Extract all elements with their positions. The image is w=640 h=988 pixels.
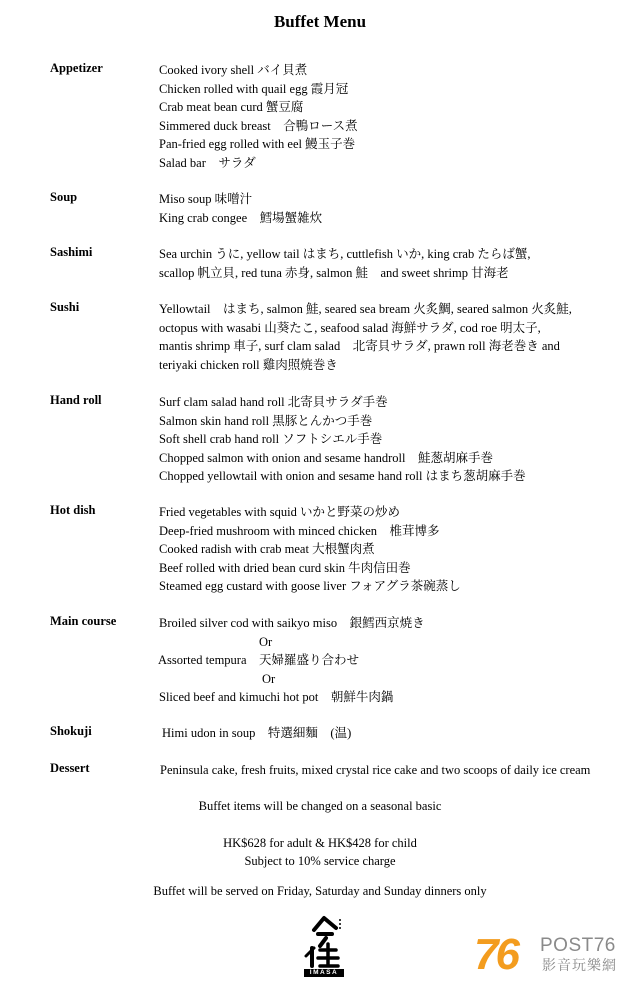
menu-item: Crab meat bean curd 蟹豆腐: [159, 100, 304, 114]
menu-item-or: Or: [259, 634, 273, 649]
post76-number: 76: [474, 930, 517, 979]
menu-item: Steamed egg custard with goose liver フォアグラ茶碗蒸し: [159, 579, 461, 593]
menu-item: Cooked ivory shell バイ貝煮: [159, 63, 308, 77]
serving-days-note: Buffet will be served on Friday, Saturday and Sunday dinners only: [153, 884, 487, 898]
menu-item: Soft shell crab hand roll ソフトシエル手巻: [159, 432, 383, 446]
section-items: [159, 190, 634, 227]
menu-item: Pan-fried egg rolled with eel 鰻玉子巻: [159, 137, 356, 151]
menu-item: Salmon skin hand roll 黒豚とんかつ手巻: [159, 413, 373, 428]
service-charge-note: Subject to 10% service charge: [244, 854, 396, 868]
menu-item: Assorted tempura 天婦羅盛り合わせ: [158, 653, 360, 667]
section-label: Sushi: [50, 300, 80, 314]
seasonal-note: Buffet items will be changed on a seasonal basic: [198, 799, 442, 813]
menu-item-or: Or: [262, 671, 276, 686]
section-label: Shokuji: [50, 724, 92, 738]
section-label: Dessert: [50, 761, 90, 775]
section-items: [159, 300, 634, 374]
section-label: Soup: [50, 190, 78, 204]
menu-item: Chopped salmon with onion and sesame handroll 鮭葱胡麻手巻: [159, 450, 493, 465]
section-label: Appetizer: [50, 61, 103, 75]
section-items: [162, 724, 634, 743]
post76-watermark: [474, 930, 634, 980]
section-label: Hand roll: [50, 393, 102, 407]
menu-item: Surf clam salad hand roll 北寄貝サラダ手巻: [159, 395, 388, 409]
section-items: [159, 503, 634, 596]
menu-item: Himi udon in soup 特選細麵 (温): [162, 726, 352, 740]
menu-item: Beef rolled with dried bean curd skin 牛肉信田巻: [159, 560, 411, 575]
menu-item: Miso soup 味噌汁: [159, 192, 253, 206]
section-label: Main course: [50, 614, 117, 628]
menu-item: Peninsula cake, fresh fruits, mixed crystal rice cake and two scoops of daily ice cream: [160, 763, 591, 777]
imasa-logo-caption: IMASA: [309, 969, 339, 976]
section-label: Sashimi: [50, 245, 93, 259]
menu-item: Sliced beef and kimuchi hot pot 朝鮮牛肉鍋: [159, 690, 394, 704]
price-note: HK$628 for adult & HK$428 for child: [223, 836, 417, 850]
menu-item: Cooked radish with crab meat 大根蟹肉煮: [159, 542, 375, 556]
post76-subtitle: 影音玩樂網: [542, 958, 617, 974]
menu-item: Chicken rolled with quail egg 霞月冠: [159, 81, 349, 96]
menu-item: Broiled silver cod with saikyo miso 銀鱈西京焼き: [159, 616, 425, 630]
menu-item: Yellowtail はまち, salmon 鮭, seared sea bream 火炙鯛, seared salmon 火炙鮭,: [159, 302, 572, 316]
section-items: [159, 61, 634, 172]
post76-brand: POST76: [540, 935, 616, 956]
menu-item: Salad bar サラダ: [159, 155, 256, 170]
menu-item: teriyaki chicken roll 雞肉照焼巻き: [159, 357, 338, 372]
section-items: [159, 393, 634, 486]
menu-item: Fried vegetables with squid いかと野菜の炒め: [159, 505, 400, 519]
menu-item: mantis shrimp 車子, surf clam salad 北寄貝サラダ, prawn roll 海老巻き and: [159, 339, 560, 353]
menu-item: scallop 帆立貝, red tuna 赤身, salmon 鮭 and sweet shrimp 甘海老: [159, 265, 509, 280]
imasa-logo: [292, 912, 362, 978]
menu-item: Chopped yellowtail with onion and sesame hand roll はまち葱胡麻手巻: [159, 469, 526, 483]
menu-item: octopus with wasabi 山葵たこ, seafood salad 海鮮サラダ, cod roe 明太子,: [159, 320, 541, 335]
menu-item: King crab congee 鱈場蟹雑炊: [159, 210, 323, 225]
menu-item: Simmered duck breast 合鴨ロース煮: [159, 118, 358, 133]
menu-item: Deep-fried mushroom with minced chicken 椎茸博多: [159, 523, 440, 538]
section-items: [160, 761, 634, 780]
page-title: Buffet Menu: [273, 12, 367, 31]
menu-item: Sea urchin うに, yellow tail はまち, cuttlefish いか, king crab たらば蟹,: [159, 247, 531, 261]
section-items: [159, 614, 634, 707]
section-items: [159, 245, 634, 282]
section-label: Hot dish: [50, 503, 96, 517]
